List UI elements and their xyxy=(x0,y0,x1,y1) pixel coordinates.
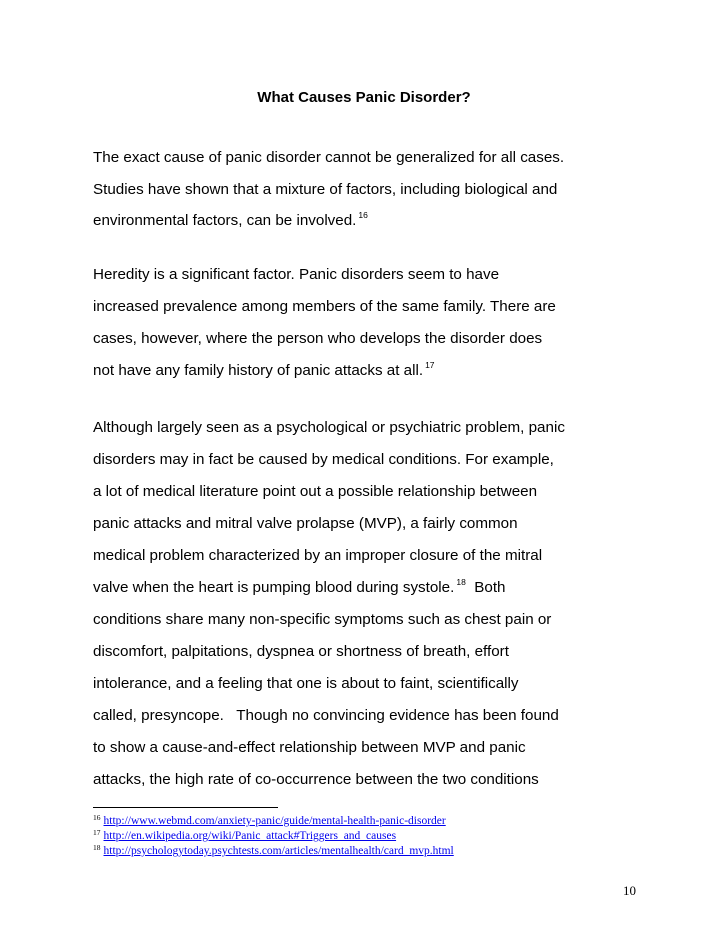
paragraph-line xyxy=(93,211,368,231)
line-text: valve when the heart is pumping blood during systole. xyxy=(93,579,455,596)
footnote-reference[interactable]: 16 xyxy=(358,210,368,220)
line-text: environmental factors, can be involved. xyxy=(93,212,357,229)
footnote-link[interactable]: http://www.webmd.com/anxiety-panic/guide/mental-health-panic-disorder xyxy=(103,815,446,827)
paragraph-line: called, presyncope. Though no convincing evidence has been found xyxy=(93,707,559,724)
paragraph-line: disorders may in fact be caused by medical conditions. For example, xyxy=(93,451,554,468)
paragraph-line: conditions share many non-specific symptoms such as chest pain or xyxy=(93,611,552,628)
paragraph-line: intolerance, and a feeling that one is about to faint, scientifically xyxy=(93,675,519,692)
paragraph-line xyxy=(93,578,506,598)
footnote-number: 17 xyxy=(93,828,101,837)
paragraph-line: Studies have shown that a mixture of factors, including biological and xyxy=(93,181,558,198)
paragraph-line: The exact cause of panic disorder cannot be generalized for all cases. xyxy=(93,149,565,166)
footnote-link[interactable]: http://en.wikipedia.org/wiki/Panic_attack#Triggers_and_causes xyxy=(103,830,397,842)
footnote-reference[interactable]: 17 xyxy=(425,360,435,370)
footnote xyxy=(93,829,396,843)
line-text: not have any family history of panic attacks at all. xyxy=(93,362,424,379)
paragraph-line: Although largely seen as a psychological or psychiatric problem, panic xyxy=(93,419,565,436)
paragraph-line: Heredity is a significant factor. Panic disorders seem to have xyxy=(93,266,500,283)
page-number: 10 xyxy=(623,883,636,898)
footnote-link[interactable]: http://psychologytoday.psychtests.com/articles/mentalhealth/card_mvp.html xyxy=(103,845,454,857)
footnote-reference[interactable]: 18 xyxy=(456,577,466,587)
page-title: What Causes Panic Disorder? xyxy=(257,89,471,106)
paragraph-line: a lot of medical literature point out a possible relationship between xyxy=(93,483,538,500)
footnote-number: 18 xyxy=(93,843,101,852)
paragraph-line: increased prevalence among members of the same family. There are xyxy=(93,298,556,315)
paragraph-line: cases, however, where the person who develops the disorder does xyxy=(93,330,543,347)
line-text: Both xyxy=(465,579,506,596)
paragraph-line: panic attacks and mitral valve prolapse (MVP), a fairly common xyxy=(93,515,518,532)
footnote-separator xyxy=(93,807,278,808)
footnote-number: 16 xyxy=(93,813,101,822)
footnote xyxy=(93,814,446,828)
footnote xyxy=(93,844,454,858)
paragraph-line: discomfort, palpitations, dyspnea or shortness of breath, effort xyxy=(93,643,509,660)
paragraph-line: to show a cause-and-effect relationship between MVP and panic xyxy=(93,739,526,756)
paragraph-line: attacks, the high rate of co-occurrence between the two conditions xyxy=(93,771,539,788)
paragraph-line: medical problem characterized by an improper closure of the mitral xyxy=(93,547,543,564)
paragraph-line xyxy=(93,361,435,381)
